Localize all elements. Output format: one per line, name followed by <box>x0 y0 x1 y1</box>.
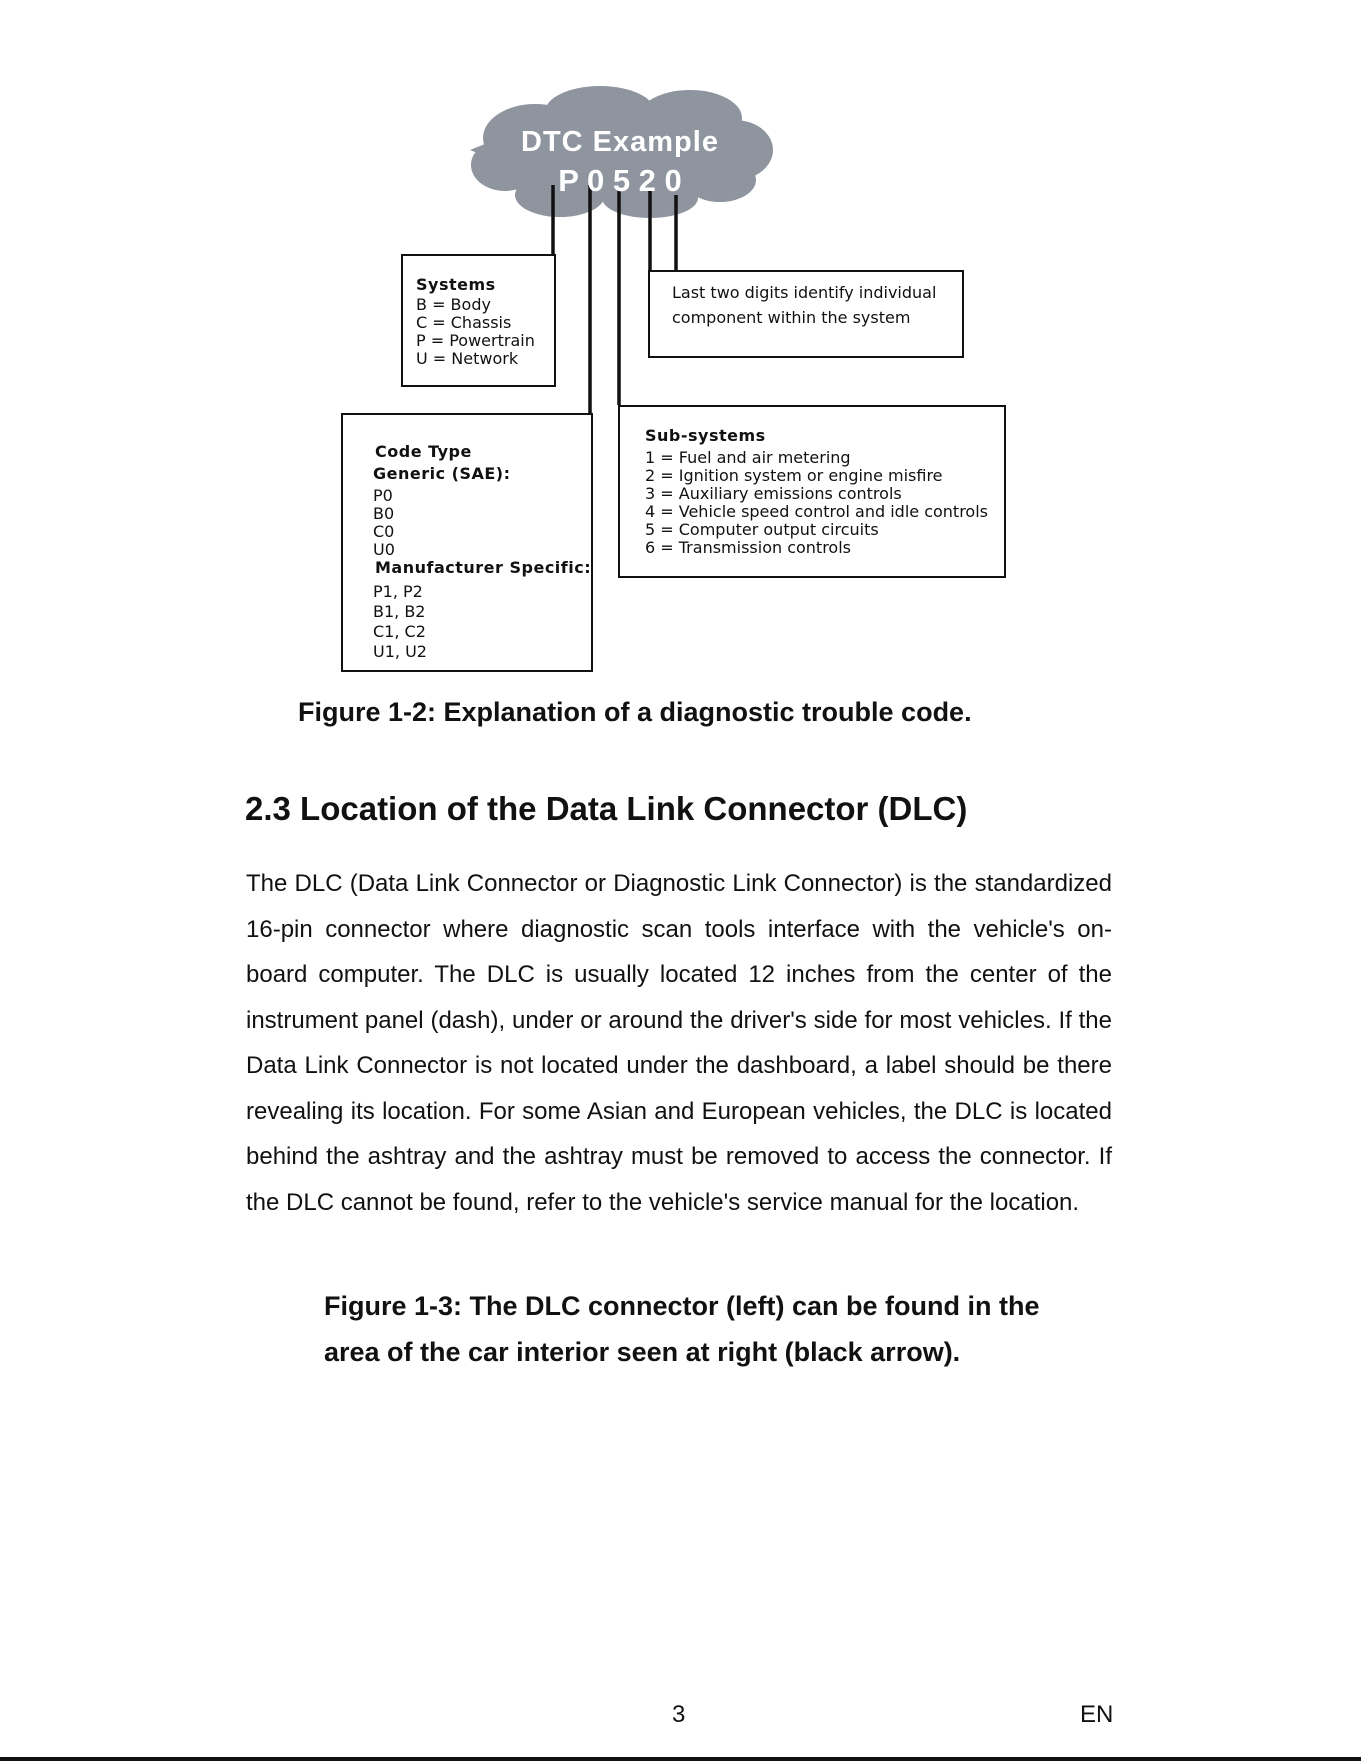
figure-1-2-caption: Figure 1-2: Explanation of a diagnostic trouble code. <box>298 697 972 727</box>
page-number: 3 <box>672 1701 686 1728</box>
code-type-box <box>341 413 593 672</box>
subsystems-item-1: 1 = Fuel and air metering <box>645 448 851 467</box>
subsystems-item-6: 6 = Transmission controls <box>645 538 851 557</box>
cloud-code: P 0 5 2 0 <box>558 163 682 198</box>
subsystems-item-5: 5 = Computer output circuits <box>645 520 879 539</box>
systems-title: Systems <box>416 275 496 294</box>
section-heading: 2.3 Location of the Data Link Connector (DLC) <box>245 790 968 827</box>
manufacturer-item-u: U1, U2 <box>373 642 427 661</box>
generic-item-b0: B0 <box>373 504 395 523</box>
subsystems-item-4: 4 = Vehicle speed control and idle controls <box>645 502 988 521</box>
systems-box <box>401 254 556 387</box>
generic-item-u0: U0 <box>373 540 395 559</box>
figure-1-3-caption-line-2: area of the car interior seen at right (black arrow). <box>324 1337 961 1367</box>
cloud-title: DTC Example <box>521 126 719 158</box>
systems-item-network: U = Network <box>416 349 519 368</box>
systems-item-chassis: C = Chassis <box>416 313 512 332</box>
manufacturer-item-c: C1, C2 <box>373 622 426 641</box>
subsystems-box <box>618 405 1006 578</box>
last-digits-line-1: Last two digits identify individual <box>672 283 937 302</box>
bottom-rule <box>0 1757 1361 1761</box>
subsystems-item-3: 3 = Auxiliary emissions controls <box>645 484 902 503</box>
subsystems-item-2: 2 = Ignition system or engine misfire <box>645 466 943 485</box>
last-digits-box <box>648 270 964 358</box>
figure-1-3-caption-line-1: Figure 1-3: The DLC connector (left) can be found in the <box>324 1291 1040 1321</box>
generic-title: Generic (SAE): <box>373 464 511 483</box>
systems-item-body: B = Body <box>416 295 491 314</box>
last-digits-line-2: component within the system <box>672 308 911 327</box>
manufacturer-item-p: P1, P2 <box>373 582 423 601</box>
figure-1-3-caption <box>324 1283 1114 1375</box>
generic-item-c0: C0 <box>373 522 395 541</box>
generic-item-p0: P0 <box>373 486 393 505</box>
manufacturer-title: Manufacturer Specific: <box>375 558 592 577</box>
systems-item-powertrain: P = Powertrain <box>416 331 535 350</box>
manufacturer-item-b: B1, B2 <box>373 602 426 621</box>
section-paragraph: The DLC (Data Link Connector or Diagnostic Link Connector) is the standardized 16-pin connector where diagnostic scan tools interface with the vehicle's on-board computer. The DLC is usually located 12 inches from the center of the instrument panel (dash), under or around the driver's side for most vehicles. If the Data Link Connector is not located under the dashboard, a label should be there revealing its location. For some Asian and European vehicles, the DLC is located behind the ashtray and the ashtray must be removed to access the connector. If the DLC cannot be found, refer to the vehicle's service manual for the location. <box>246 870 1112 1216</box>
code-type-title: Code Type <box>375 442 472 461</box>
language-label: EN <box>1080 1701 1114 1728</box>
subsystems-title: Sub-systems <box>645 426 766 445</box>
